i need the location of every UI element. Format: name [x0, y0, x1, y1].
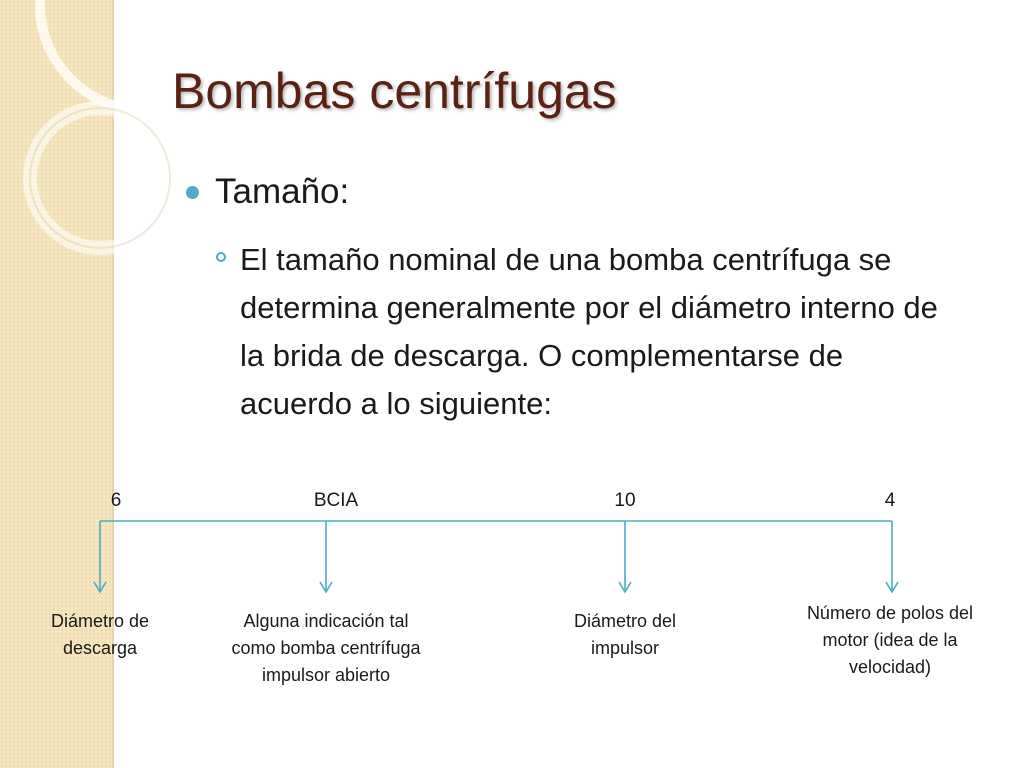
arrow-down-icon: [886, 582, 898, 592]
bullet-item: [186, 172, 349, 212]
sub-bullet-item: [216, 236, 996, 428]
code-label-1: 6: [110, 490, 122, 511]
sub-bullet-ring-icon: [216, 252, 226, 262]
code-label-2: BCIA: [313, 490, 359, 511]
code-label-3: 10: [614, 490, 636, 511]
description-1: Diámetro de descarga: [50, 611, 150, 658]
description-4: Número de polos del motor (idea de la velocidad): [806, 603, 974, 677]
code-label-4: 4: [884, 490, 896, 511]
description-3: Diámetro del impulsor: [573, 611, 677, 658]
description-2: Alguna indicación tal como bomba centrífuga impulsor abierto: [231, 611, 421, 685]
decorative-circles: [0, 0, 220, 300]
bullet-text: Tamaño:: [215, 172, 350, 211]
slide-title: Bombas centrífugas: [172, 63, 617, 119]
sub-bullet-text: El tamaño nominal de una bomba centrífuga se determina generalmente por el diámetro interno de la brida de descarga. O complementarse de acuerdo a lo siguiente:: [240, 242, 938, 421]
arrow-down-icon: [320, 582, 332, 592]
arrow-down-icon: [619, 582, 631, 592]
bullet-dot-icon: [186, 186, 199, 199]
